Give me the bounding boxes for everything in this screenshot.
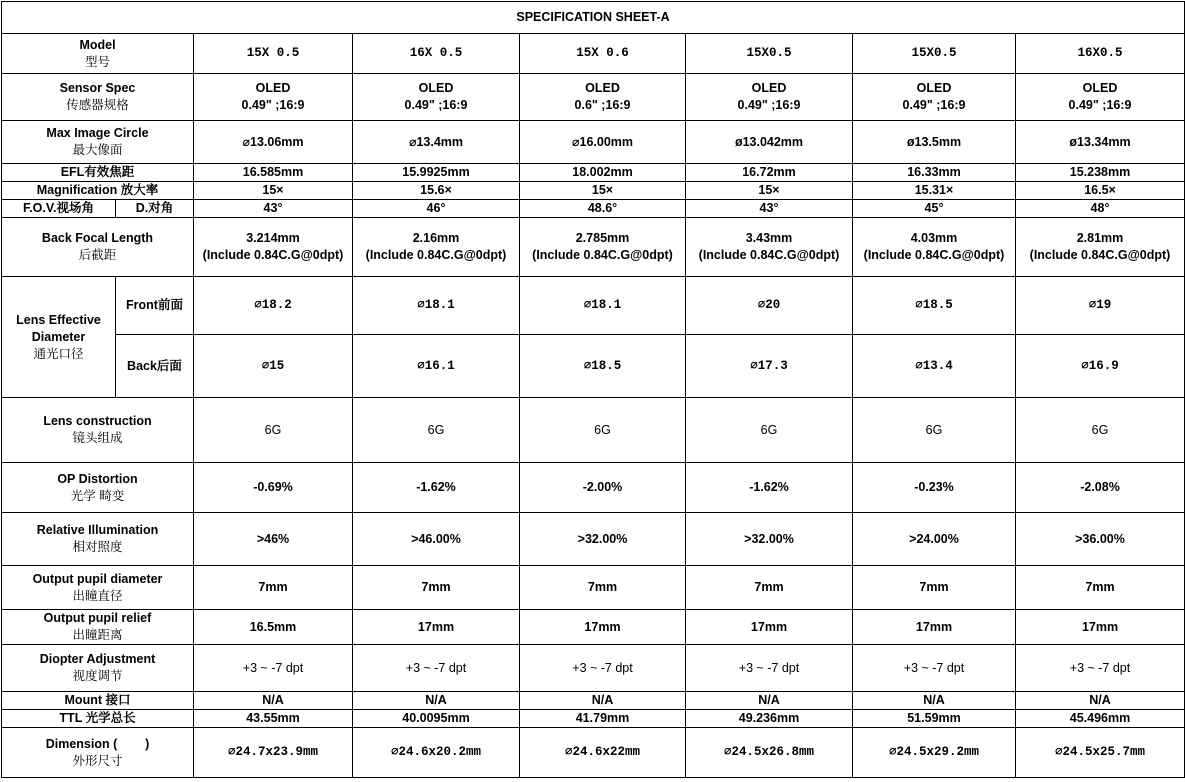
cell: ⌀24.5x25.7mm (1016, 728, 1185, 778)
row-label: Magnification 放大率 (2, 182, 194, 200)
row-label: Output pupil diameter 出瞳直径 (2, 566, 194, 610)
row-label: Model 型号 (2, 34, 194, 74)
cell: 48° (1016, 200, 1185, 218)
cell: 7mm (194, 566, 353, 610)
cell: ⌀16.1 (353, 335, 520, 398)
cell: 16X 0.5 (353, 34, 520, 74)
cell: ⌀15 (194, 335, 353, 398)
cell: -0.69% (194, 463, 353, 513)
cell: 6G (194, 398, 353, 463)
row-sublabel: Front前面 (116, 277, 194, 335)
cell: 18.002mm (520, 164, 686, 182)
cell: ø13.042mm (686, 121, 853, 164)
cell: -2.00% (520, 463, 686, 513)
row-sublabel: D.对角 (116, 200, 194, 218)
cell: ⌀20 (686, 277, 853, 335)
cell: 4.03mm (Include 0.84C.G@0dpt) (853, 218, 1016, 277)
cell: 7mm (853, 566, 1016, 610)
row-efl (2, 164, 1185, 182)
row-label: EFL有效焦距 (2, 164, 194, 182)
cell: 3.214mm (Include 0.84C.G@0dpt) (194, 218, 353, 277)
cell: 7mm (520, 566, 686, 610)
cell: >32.00% (686, 513, 853, 566)
cell: >24.00% (853, 513, 1016, 566)
cell: OLED 0.49" ;16:9 (353, 74, 520, 121)
cell: 51.59mm (853, 710, 1016, 728)
cell: 16.33mm (853, 164, 1016, 182)
cell: 16X0.5 (1016, 34, 1185, 74)
cell: ⌀13.4 (853, 335, 1016, 398)
cell: N/A (686, 692, 853, 710)
cell: 15X 0.5 (194, 34, 353, 74)
cell: ⌀18.1 (353, 277, 520, 335)
cell: 3.43mm (Include 0.84C.G@0dpt) (686, 218, 853, 277)
cell: 41.79mm (520, 710, 686, 728)
row-sublabel: Back后面 (116, 335, 194, 398)
row-fov (2, 200, 1185, 218)
cell: 2.16mm (Include 0.84C.G@0dpt) (353, 218, 520, 277)
row-lens-diameter-back (2, 335, 1185, 398)
cell: 15.238mm (1016, 164, 1185, 182)
cell: 6G (1016, 398, 1185, 463)
cell: OLED 0.49" ;16:9 (1016, 74, 1185, 121)
row-label: Back Focal Length 后截距 (2, 218, 194, 277)
cell: N/A (520, 692, 686, 710)
cell: 7mm (686, 566, 853, 610)
cell: >46% (194, 513, 353, 566)
cell: 46° (353, 200, 520, 218)
cell: OLED 0.49" ;16:9 (686, 74, 853, 121)
row-label: Dimension ( ) 外形尺寸 (2, 728, 194, 778)
cell: 15X0.5 (853, 34, 1016, 74)
cell: OLED 0.49" ;16:9 (194, 74, 353, 121)
cell: ⌀24.7x23.9mm (194, 728, 353, 778)
cell: 17mm (353, 610, 520, 645)
row-output-pupil-diameter (2, 566, 1185, 610)
cell: 45.496mm (1016, 710, 1185, 728)
row-label: Output pupil relief 出瞳距离 (2, 610, 194, 645)
row-label: Sensor Spec 传感器规格 (2, 74, 194, 121)
cell: +3 ~ -7 dpt (194, 645, 353, 692)
row-relative-illumination (2, 513, 1185, 566)
cell: 49.236mm (686, 710, 853, 728)
cell: 7mm (353, 566, 520, 610)
row-label: Max Image Circle 最大像面 (2, 121, 194, 164)
row-magnification (2, 182, 1185, 200)
cell: 15.6× (353, 182, 520, 200)
cell: 15X0.5 (686, 34, 853, 74)
cell: -0.23% (853, 463, 1016, 513)
row-lens-diameter-front (2, 277, 1185, 335)
cell: 48.6° (520, 200, 686, 218)
cell: 15.9925mm (353, 164, 520, 182)
cell: -1.62% (353, 463, 520, 513)
cell: 43.55mm (194, 710, 353, 728)
cell: N/A (1016, 692, 1185, 710)
row-op-distortion (2, 463, 1185, 513)
cell: ⌀18.1 (520, 277, 686, 335)
row-lens-construction (2, 398, 1185, 463)
cell: 43° (686, 200, 853, 218)
cell: N/A (194, 692, 353, 710)
row-diopter-adjustment (2, 645, 1185, 692)
row-sensor (2, 74, 1185, 121)
cell: 2.785mm (Include 0.84C.G@0dpt) (520, 218, 686, 277)
spec-table (1, 1, 1185, 778)
sheet-title: SPECIFICATION SHEET-A (2, 2, 1185, 34)
row-label: TTL 光学总长 (2, 710, 194, 728)
cell: 16.72mm (686, 164, 853, 182)
cell: +3 ~ -7 dpt (686, 645, 853, 692)
row-dimension (2, 728, 1185, 778)
cell: ⌀24.5x29.2mm (853, 728, 1016, 778)
cell: 16.5× (1016, 182, 1185, 200)
row-label: Lens construction 镜头组成 (2, 398, 194, 463)
cell: 43° (194, 200, 353, 218)
cell: 6G (853, 398, 1016, 463)
cell: 2.81mm (Include 0.84C.G@0dpt) (1016, 218, 1185, 277)
cell: 7mm (1016, 566, 1185, 610)
cell: ⌀18.5 (520, 335, 686, 398)
row-label: OP Distortion 光学 畸变 (2, 463, 194, 513)
cell: +3 ~ -7 dpt (1016, 645, 1185, 692)
cell: ⌀18.5 (853, 277, 1016, 335)
cell: N/A (353, 692, 520, 710)
cell: 15X 0.6 (520, 34, 686, 74)
row-label: Lens Effective Diameter 通光口径 (2, 277, 116, 398)
cell: 45° (853, 200, 1016, 218)
cell: 6G (520, 398, 686, 463)
row-label: F.O.V.视场角 (2, 200, 116, 218)
cell: 15× (194, 182, 353, 200)
cell: ø13.34mm (1016, 121, 1185, 164)
cell: ⌀24.5x26.8mm (686, 728, 853, 778)
cell: +3 ~ -7 dpt (353, 645, 520, 692)
cell: >32.00% (520, 513, 686, 566)
cell: ⌀16.9 (1016, 335, 1185, 398)
cell: ⌀19 (1016, 277, 1185, 335)
cell: 6G (686, 398, 853, 463)
cell: ⌀18.2 (194, 277, 353, 335)
row-label: Relative Illumination 相对照度 (2, 513, 194, 566)
cell: N/A (853, 692, 1016, 710)
cell: ø13.5mm (853, 121, 1016, 164)
row-image-circle (2, 121, 1185, 164)
cell: 17mm (1016, 610, 1185, 645)
cell: 15× (686, 182, 853, 200)
cell: OLED 0.6" ;16:9 (520, 74, 686, 121)
cell: 6G (353, 398, 520, 463)
cell: ⌀24.6x20.2mm (353, 728, 520, 778)
cell: +3 ~ -7 dpt (520, 645, 686, 692)
row-label: Mount 接口 (2, 692, 194, 710)
cell: >46.00% (353, 513, 520, 566)
cell: 17mm (853, 610, 1016, 645)
cell: ⌀13.4mm (353, 121, 520, 164)
cell: -1.62% (686, 463, 853, 513)
row-output-pupil-relief (2, 610, 1185, 645)
cell: ⌀24.6x22mm (520, 728, 686, 778)
row-label: Diopter Adjustment 视度调节 (2, 645, 194, 692)
cell: ⌀17.3 (686, 335, 853, 398)
cell: ⌀16.00mm (520, 121, 686, 164)
cell: 16.585mm (194, 164, 353, 182)
cell: 40.0095mm (353, 710, 520, 728)
cell: ⌀13.06mm (194, 121, 353, 164)
cell: 15× (520, 182, 686, 200)
cell: 17mm (520, 610, 686, 645)
cell: 15.31× (853, 182, 1016, 200)
cell: >36.00% (1016, 513, 1185, 566)
cell: 16.5mm (194, 610, 353, 645)
cell: OLED 0.49" ;16:9 (853, 74, 1016, 121)
row-model (2, 34, 1185, 74)
row-ttl (2, 710, 1185, 728)
cell: 17mm (686, 610, 853, 645)
row-back-focal-length (2, 218, 1185, 277)
cell: +3 ~ -7 dpt (853, 645, 1016, 692)
cell: -2.08% (1016, 463, 1185, 513)
row-mount (2, 692, 1185, 710)
